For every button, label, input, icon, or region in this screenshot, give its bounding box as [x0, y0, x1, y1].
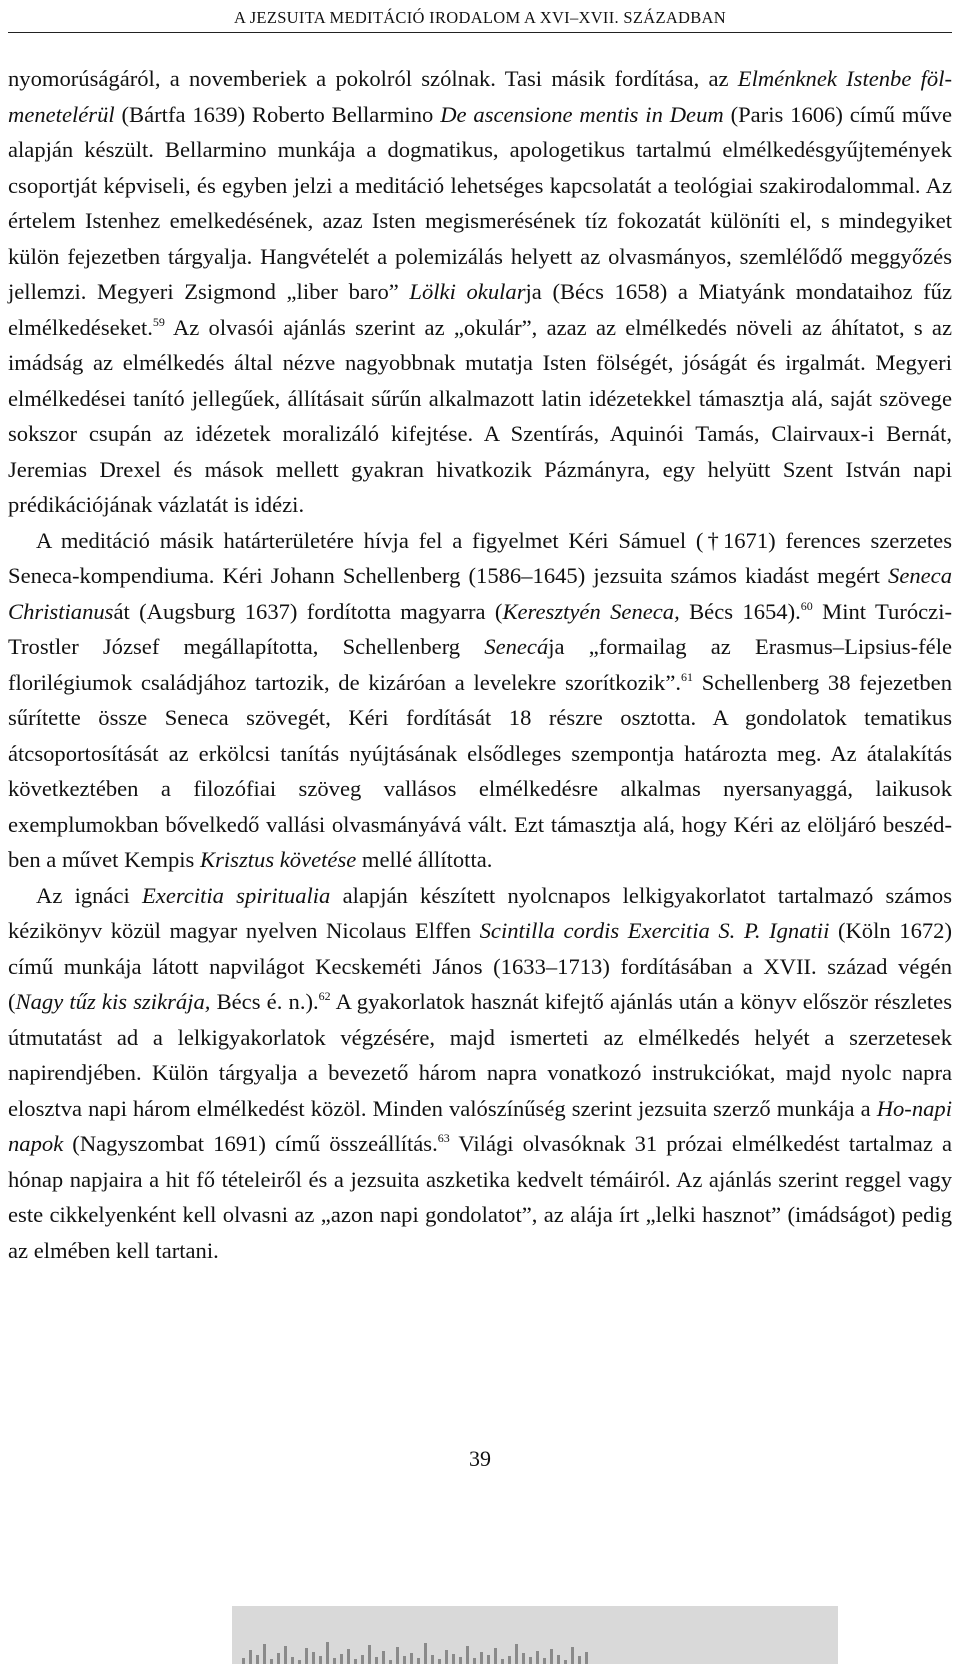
scan-mark	[445, 1650, 448, 1664]
scan-mark	[431, 1655, 434, 1664]
footnote-ref: 63	[437, 1131, 450, 1145]
scan-mark	[466, 1646, 469, 1664]
scan-mark	[459, 1657, 462, 1664]
italic-title: De ascensione mentis in Deum	[440, 101, 724, 127]
scan-mark	[501, 1659, 504, 1664]
scan-mark	[529, 1657, 532, 1664]
scan-mark	[312, 1652, 315, 1664]
footnote-ref: 62	[318, 989, 331, 1003]
scan-mark	[585, 1652, 588, 1664]
scan-mark	[326, 1642, 329, 1664]
scan-mark	[550, 1649, 553, 1664]
italic-title: Ho-napi napok	[8, 1095, 952, 1156]
running-header: A JEZSUITA MEDITÁCIÓ IRODALOM A XVI–XVII. SZÁZADBAN	[8, 6, 952, 33]
paragraph	[8, 523, 952, 878]
italic-title: Senecá	[484, 634, 549, 659]
scan-mark	[473, 1658, 476, 1664]
text-run: (Köln 1672) című munkája látott napvilágot Kecskeméti János (1633–1713) fordításában a XVII. század végén (	[8, 918, 952, 1014]
scan-mark	[340, 1654, 343, 1664]
text-run: Schellenberg 38 fejezetben sűrítette össze Seneca szövegét, Kéri fordítását 18 részre osztotta. A gondolatok tematikus átcsoportosítását az erkölcsi tanítás nyújtásának elsődleges szempontja határozta meg. Az átalakítás következtében a filozófiai szöveg vallásos elmélkedésre alkalmas nyersanyaggá, laikusok exemplumokban bővelkedő vallási olvasmányává vált. Ezt támasztja alá, hogy Kéri az elöljáró beszédben a művet Kempis	[8, 669, 952, 872]
scan-mark	[242, 1658, 245, 1664]
scan-mark	[368, 1645, 371, 1664]
scan-mark	[543, 1658, 546, 1664]
scan-mark	[263, 1644, 266, 1664]
scan-mark	[487, 1655, 490, 1664]
scan-mark	[536, 1651, 539, 1664]
text-run: (Paris 1606) című műve alapján készült. Bellarmino munkája a dogmatikus, apologetikus tartalmú elmélkedésgyűjtemények csoportját képviseli, és egyben jelzi a meditáció lehetséges kapcsolatát a teológiai szakirodalommal. Az értelem Istenhez emelkedésének, azaz Isten megismerésének tíz fokozatát különíti el, s mindegyiket külön fejezetben tárgyalja. Hangvételét a polemizálás helyett az olvasmányos, szemlélődő meggyőzés jellemzi. Megyeri Zsigmond „liber baro”	[8, 101, 953, 304]
scan-mark	[354, 1659, 357, 1664]
scan-mark	[515, 1644, 518, 1664]
italic-title: Nagy tűz kis szikrája,	[15, 989, 211, 1014]
scan-mark	[347, 1649, 350, 1664]
italic-title: Exercitia spiritualia	[142, 882, 331, 908]
scan-mark	[564, 1660, 567, 1664]
scan-mark	[424, 1643, 427, 1664]
scan-mark	[557, 1655, 560, 1664]
scan-mark	[382, 1651, 385, 1664]
page-number: 39	[469, 1446, 491, 1471]
text-run: Az olvasói ajánlás szerint az „okulár”, azaz az elmélkedés növeli az áhítatot, s az imádság az elmélkedés által nézve nagyobbnak mutatja Isten fölségét, jóságát és irgalmát. Megyeri elmélkedései tanító jellegűek, állításait sűrűn alkalmazott latin idézetekkel támasztja alá, saját szövege sokszor csupán az idézetek moralizáló kifejtése. A Szentírás, Aquinói Tamás, Clairvaux-i Bernát, Jeremias Drexel és mások mellett gyakran hivatkozik Pázmányra, egy helyütt Szent István napi prédikációjának vázlatát is idézi.	[8, 314, 952, 517]
scan-mark	[410, 1653, 413, 1664]
text-run: (Bártfa 1639) Roberto Bellarmino	[114, 101, 441, 127]
text-run: Az ignáci	[36, 882, 142, 908]
text-run: Mint Turóczi-Trostler József megállapította, Schellenberg	[8, 598, 953, 659]
italic-title: Keresztyén Seneca,	[502, 598, 680, 624]
italic-title: Scintilla cordis Exercitia S. P. Ignatii	[479, 918, 830, 943]
scan-mark	[284, 1646, 287, 1664]
scan-mark	[438, 1659, 441, 1664]
text-run: A gyakorlatok hasznát kifejtő ajánlás után a könyv először részletes útmutatást ad a lelkigyakorlatok végzésére, majd ismerteti az elmélkedés helyét a szerzetesek napirendjében. Külön tárgyalja a bevezető három napra vonatkozó instrukciókat, majd nyolc napra elosztva napi három elmélkedést közöl. Minden valószínűség szerint jezsuita szerző munkája a	[8, 989, 952, 1121]
text-run: ja „formailag az Erasmus–Lipsius-féle florilégiumok családjához tartozik, de kizáróan a levelekre szorítkozik”.	[8, 634, 952, 695]
scan-mark	[452, 1654, 455, 1664]
italic-title: Lölki okular	[409, 279, 526, 304]
scan-mark	[417, 1658, 420, 1664]
scan-mark	[291, 1657, 294, 1664]
italic-title: Seneca Christianus	[8, 563, 952, 624]
scan-mark	[361, 1655, 364, 1664]
scan-mark	[249, 1650, 252, 1664]
scan-mark	[396, 1647, 399, 1664]
paragraph	[8, 61, 952, 523]
scan-artifact-strip	[232, 1606, 838, 1664]
scan-mark	[277, 1653, 280, 1664]
text-run: mellé állította.	[356, 847, 493, 872]
paragraph	[8, 878, 952, 1269]
scan-mark	[508, 1656, 511, 1664]
text-run: Világi olvasóknak 31 prózai elmélkedést tartalmaz a hónap napjaira a hit fő tételeiről és a jezsuita aszketika kedvelt témáiról. Az ajánlás szerint reggel vagy este cikkelyenként kell olvasni az „azon napi gondolatot”, az alája írt „lelki hasznot” (imádságot) pedig az elmében kell tartani.	[8, 1131, 952, 1263]
scan-mark	[578, 1656, 581, 1664]
scan-mark	[522, 1653, 525, 1664]
text-run: ja (Bécs 1658) a Miatyánk mondataihoz fűz elmélkedéseket.	[8, 279, 952, 340]
text-run: Bécs é. n.).	[210, 989, 319, 1014]
scan-mark	[571, 1647, 574, 1664]
footnote-ref: 59	[152, 314, 165, 329]
scan-mark	[305, 1648, 308, 1664]
scan-mark	[480, 1652, 483, 1664]
scan-mark	[375, 1657, 378, 1664]
body-text	[8, 61, 952, 1268]
scan-mark	[494, 1648, 497, 1664]
scan-mark	[298, 1660, 301, 1664]
footnote-ref: 61	[681, 669, 694, 684]
text-run: Bécs 1654).	[679, 598, 801, 624]
scan-mark	[256, 1655, 259, 1664]
scan-mark	[389, 1660, 392, 1664]
text-run: át (Augsburg 1637) fordította magyarra (	[113, 598, 503, 624]
scan-mark	[270, 1659, 273, 1664]
scan-mark	[333, 1658, 336, 1664]
footnote-ref: 60	[800, 598, 813, 613]
text-run: nyomorúságáról, a novemberiek a pokolról szólnak. Tasi másik fordítása, az	[8, 66, 738, 91]
text-run: (Nagyszombat 1691) című összeállítás.	[63, 1131, 438, 1156]
scan-mark	[319, 1656, 322, 1664]
scan-mark	[403, 1656, 406, 1664]
text-run: A meditáció másik határterületére hívja fel a figyelmet Kéri Sámuel (†1671) ferences szerzetes Seneca-kompendiuma. Kéri Johann Schellenberg (1586–1645) jezsuita számos kiadást megért	[8, 527, 952, 588]
italic-title: Elménknek Istenbe föl-menetelérül	[8, 66, 952, 127]
text-run: alapján készített nyolcnapos lelkigyakorlatot tartalmazó számos kézikönyv közül magyar nyelven Nicolaus Elffen	[8, 882, 952, 943]
italic-title: Krisztus követése	[200, 847, 357, 872]
